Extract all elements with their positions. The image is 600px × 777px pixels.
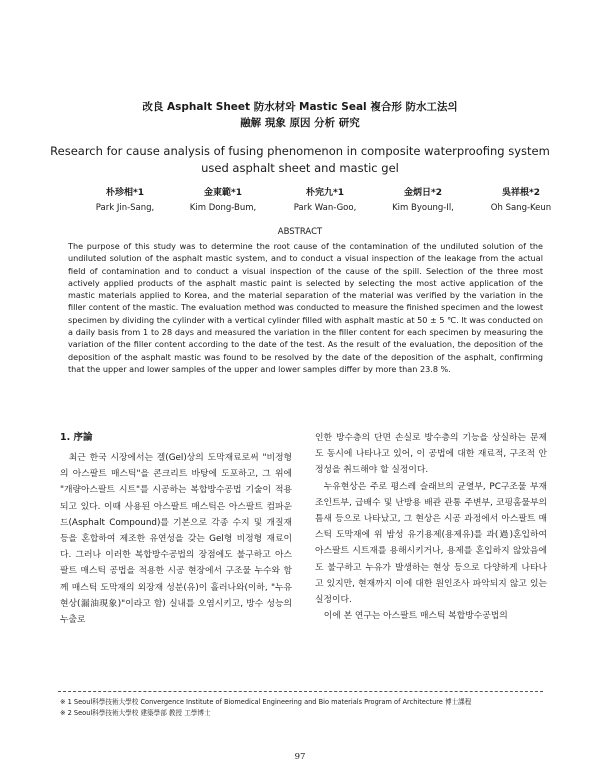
abstract-heading: ABSTRACT <box>277 227 323 237</box>
author-3 <box>270 187 380 214</box>
author-hanja-name: 朴珍相*1 <box>106 188 144 198</box>
body-paragraph: 이에 본 연구는 아스팔트 매스틱 복합방수공법의 <box>323 611 508 622</box>
english-title-line-2: used asphalt sheet and mastic gel <box>201 161 399 175</box>
korean-title-line-1: 改良 Asphalt Sheet 防水材와 Mastic Seal 複合形 防水工法의 <box>142 101 458 113</box>
body-left-column <box>60 430 292 628</box>
author-2 <box>168 187 278 214</box>
author-4 <box>368 187 478 214</box>
author-hanja-name: 金東範*1 <box>204 188 242 198</box>
footnote-divider <box>58 691 543 692</box>
body-paragraph: 인한 방수층의 단면 손실로 방수층의 기능을 상실하는 문제도 동시에 나타나고 있어, 이 공법에 대한 재료적, 구조적 안정성을 취드해야 할 실정이다. <box>315 433 547 476</box>
footnote-affiliation-2: ※ 2 Seoul科學技術大學校 建築學部 教授 工學博士 <box>60 709 211 717</box>
author-hanja-name: 金炳日*2 <box>404 188 442 198</box>
author-roman-name: Kim Dong-Bum, <box>189 203 257 213</box>
abstract-text: The purpose of this study was to determine the root cause of the contamination of the undiluted solution of the undiluted solution of the asphalt mastic system, and to conduct a visual inspection of the leakage from the actual field of contamination and to conduct a visual inspection of the cause of the spill. Selection of the three most actively applied products of the asphalt mastic paint is selected by selecting the most active application of the mastic materials applied to Korea, and the material separation of the material was verified by the variation in the filler content of the mastic. The evaluation method was conducted to measure the finished specimen and the lowest specimen by dividing the cylinder with a vertical cylinder filled with asphalt mastic at 50 ± 5 ℃. It was conducted on a daily basis from 1 to 28 days and measured the variation in the filler content for each specimen by measuring the variation of the filler content according to the date of the test. As the result of the evaluation, the deposition of the deposition of the asphalt mastic was found to be resolved by the date of the deposition of the asphalt, confirming that the upper and lower samples of the upper and lower samples differ by more than 23.8 %. <box>68 241 543 374</box>
author-5 <box>466 187 576 214</box>
author-hanja-name: 吳祥根*2 <box>502 188 540 198</box>
author-roman-name: Kim Byoung-Il, <box>392 203 454 213</box>
english-title-line-1: Research for cause analysis of fusing phenomenon in composite waterproofing system <box>50 144 550 158</box>
body-right-column <box>315 430 547 624</box>
korean-title-line-2: 融解 現象 原因 分析 研究 <box>240 117 360 129</box>
author-1 <box>70 187 180 214</box>
body-paragraph: 최근 한국 시장에서는 겔(Gel)상의 도막재료로써 "비정형의 아스팔트 매스틱"을 콘크리트 바탕에 도포하고, 그 위에 "개량아스팔트 시트"를 시공하는 복합방수공법 기술이 적용되고 있다. 이때 사용된 아스팔트 매스틱은 아스팔트 컴파운드(Asphalt Compound)를 기본으로 각종 수지 및 개질재 등을 혼합하여 제조한 유연성을 갖는 Gel형 비정형 재료이다. 그러나 이러한 복합방수공법의 장점에도 불구하고 아스팔트 매스틱 공법을 적용한 시공 현장에서 구조물 누수와 함께 매스틱 도막재의 외장재 성분(유)이 흘러나와(이하, "누유 현상(漏油現象)"이라고 함) 실내를 오염시키고, 방수 성능의 누출로 <box>60 453 292 626</box>
body-paragraph: 누유현상은 주로 평스레 슬래브의 균열부, PC구조물 부재 조인트부, 급배수 및 난방용 배관 관통 주변부, 코핑홈물부의 틈새 등으로 나타났고, 그 현상은 시공 과정에서 아스팔트 매스틱 도막재에 위 밤성 유기용제(용제유)를 과(過)혼입하여 아스팔트 시트재를 용해시키거나, 용제를 혼입하지 않았음에도 불구하고 누유가 발생하는 현상 등으로 다양하게 나타나고 있지만, 현재까지 이에 대한 원인조사 파악되지 않고 있는 실정이다. <box>315 481 547 606</box>
author-roman-name: Oh Sang-Keun <box>490 203 552 213</box>
footnote-affiliation-1: ※ 1 Seoul科學技術大學校 Convergence Institute of Biomedical Engineering and Bio materials Program of Architecture 博士課程 <box>60 698 472 706</box>
page-number: 97 <box>294 752 306 762</box>
author-roman-name: Park Jin-Sang, <box>95 203 155 213</box>
section-title-introduction: 1. 序論 <box>60 432 93 443</box>
author-roman-name: Park Wan-Goo, <box>293 203 357 213</box>
author-hanja-name: 朴完九*1 <box>306 188 344 198</box>
